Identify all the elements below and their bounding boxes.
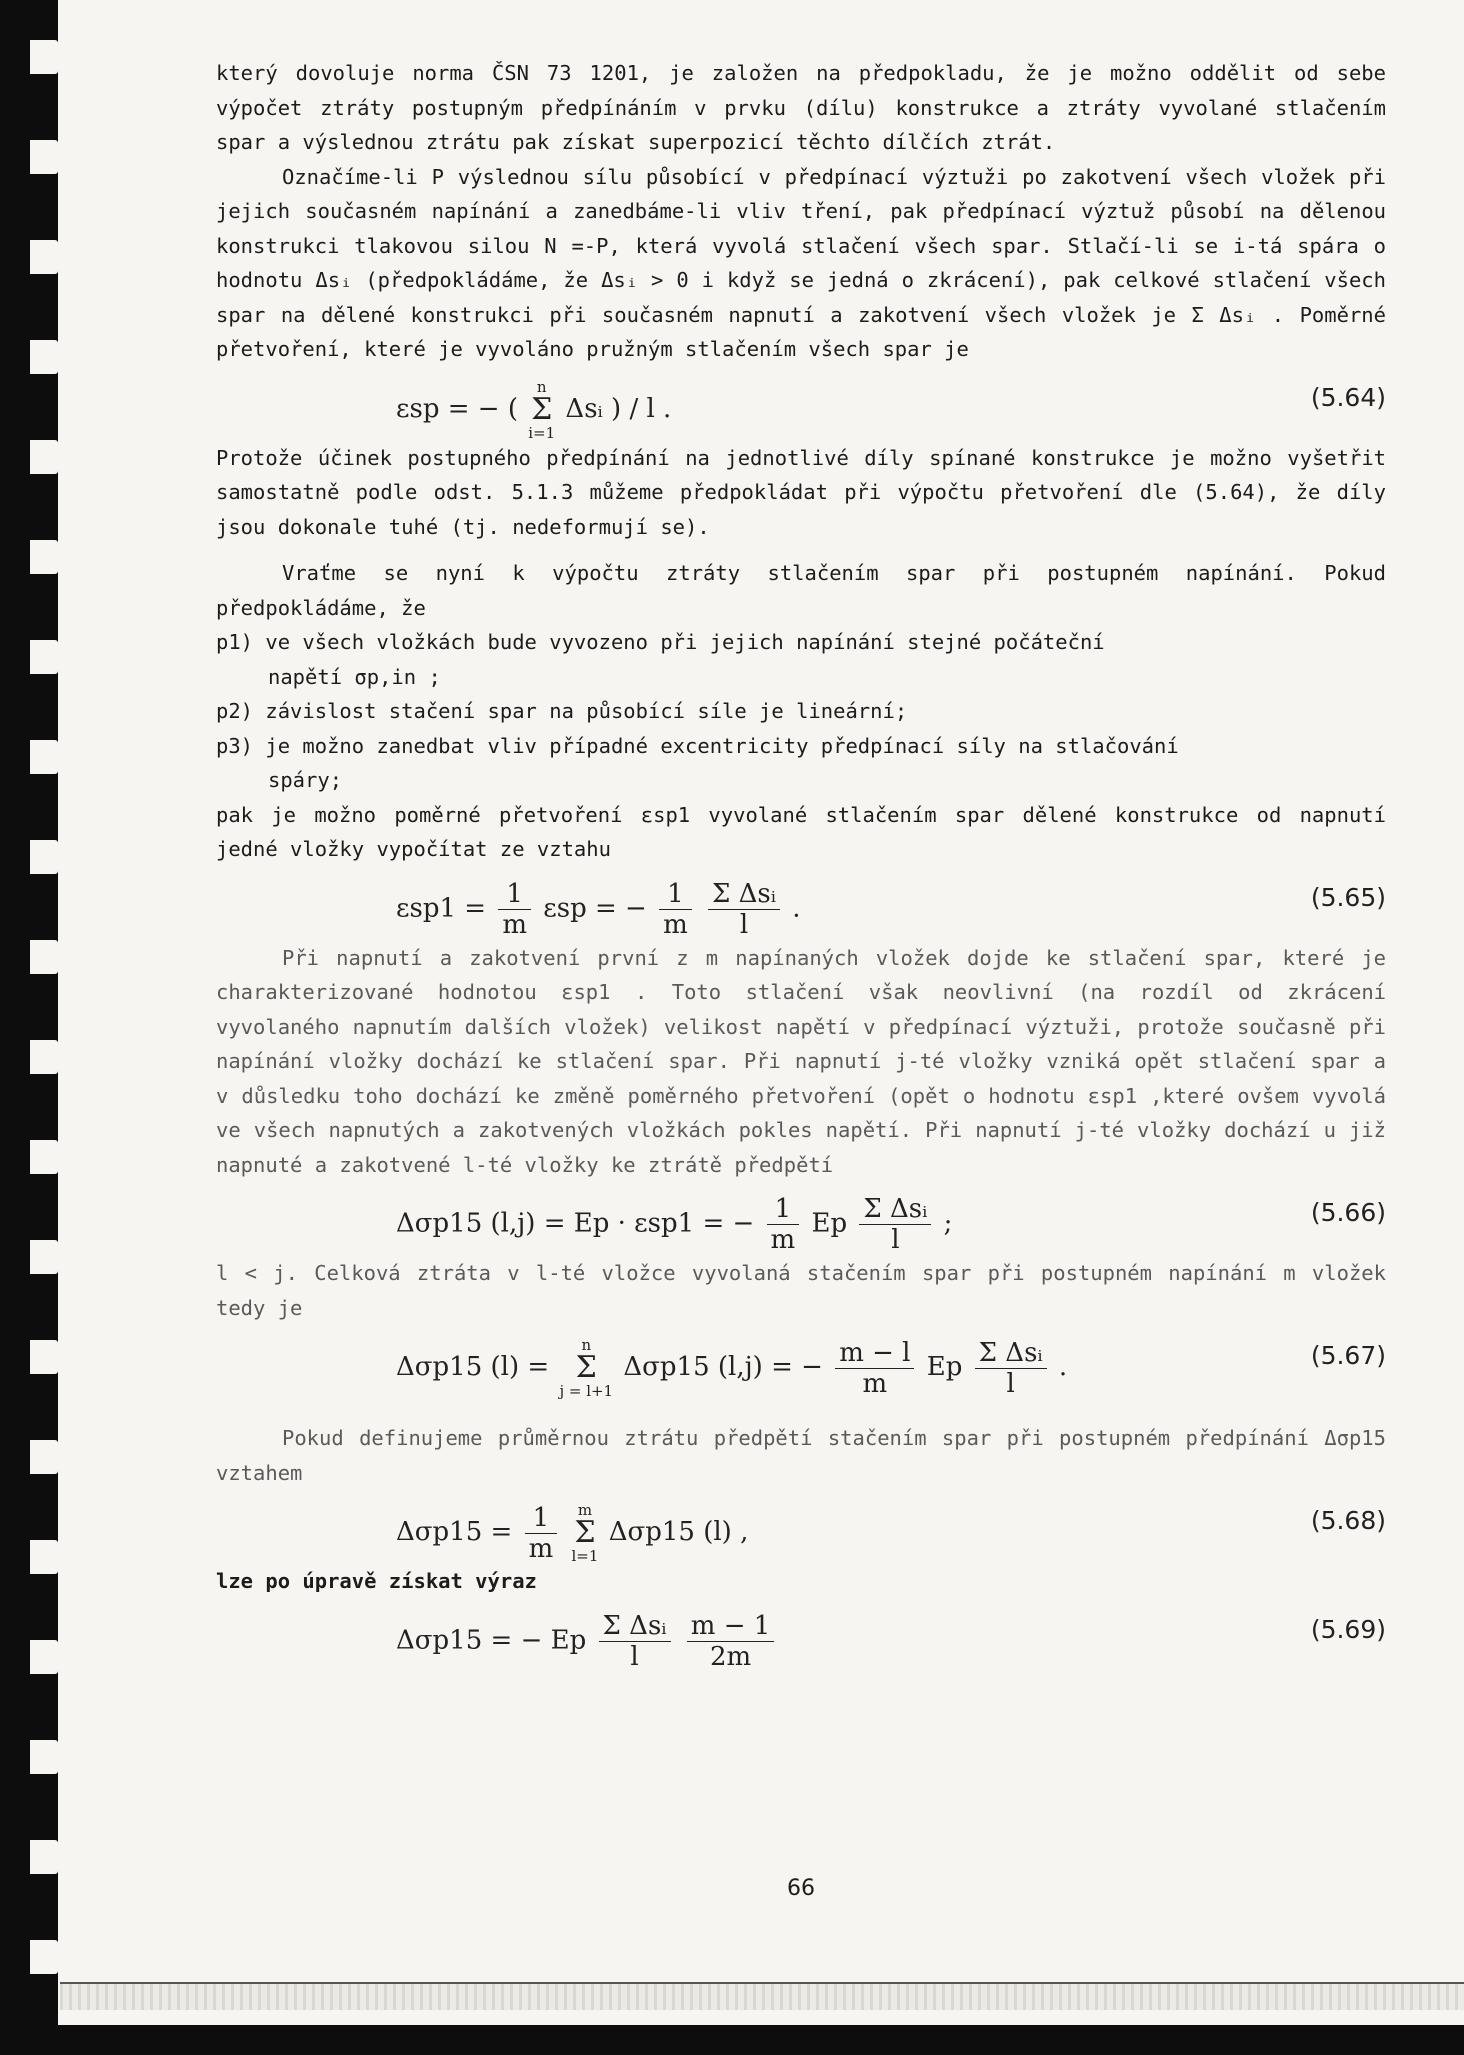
fraction: $\frac{1}{m}$: [767, 1194, 800, 1255]
binding-hole: [30, 1840, 58, 1874]
equation-number: (5.66): [1310, 1198, 1386, 1227]
eq-tail: ;: [943, 1208, 953, 1239]
item-label: p1): [216, 630, 254, 654]
fraction: $\frac{m - 1}{2m}$: [687, 1611, 775, 1672]
binding-hole: [30, 1140, 58, 1174]
sum-upper: n: [536, 377, 547, 396]
fraction: $\frac{\text{Σ Δsᵢ}}{l}$: [708, 879, 780, 940]
document-page: [216, 56, 1386, 1901]
list-item: [216, 729, 1386, 798]
fraction: $\frac{\text{Σ Δsᵢ}}{l}$: [859, 1194, 931, 1255]
eq-lhs: Δσp15 (l,j) = Ep · εsp1 = −: [396, 1208, 755, 1239]
binding-hole: [30, 340, 58, 374]
fraction: $\frac{m - l}{m}$: [835, 1338, 914, 1399]
paragraph: lze po úpravě získat výraz: [216, 1569, 537, 1593]
summation: n Σ j = l+1: [559, 1336, 614, 1400]
binding-hole: [30, 540, 58, 574]
sum-lower: i=1: [528, 423, 556, 442]
paragraph: který dovoluje norma ČSN 73 1201, je založen na předpokladu, že je možno oddělit od sebe výpočet ztráty postupným předpínáním v prvku (dílu) konstrukce a ztráty vyvolané stlačením spar a výslednou ztrátu pak získat superpozicí těchto dílčích ztrát.: [216, 61, 1386, 154]
binding-hole: [30, 1440, 58, 1474]
equation-number: (5.65): [1310, 882, 1386, 912]
eq-mid: Ep: [811, 1208, 848, 1239]
binding-hole: [30, 1740, 58, 1774]
paragraph: pak je možno poměrné přetvoření εsp1 vyvolané stlačením spar dělené konstrukce od napnutí jedné vložky vypočítat ze vztahu: [216, 802, 1386, 861]
item-label: p2): [216, 699, 254, 723]
item-continuation: spáry;: [268, 768, 343, 792]
item-text: je možno zanedbat vliv případné excentricity předpínací síly na stlačování: [265, 733, 1179, 758]
eq-lhs: εsp1 =: [396, 893, 487, 923]
eq-tail: Δσp15 (l) ,: [608, 1517, 749, 1547]
item-continuation: napětí σp,in ;: [268, 664, 441, 689]
binding-hole: [30, 1640, 58, 1674]
sum-upper: n: [581, 1336, 592, 1354]
summation: n Σ i=1: [528, 377, 556, 442]
paragraph: Vraťme se nyní k výpočtu ztráty stlačením spar při postupném napínání. Pokud předpokládáme, že: [216, 561, 1386, 620]
eq-lhs: εsp = − (: [396, 393, 518, 424]
equation-number: (5.64): [1310, 382, 1386, 412]
sum-lower: j = l+1: [559, 1382, 614, 1400]
paragraph: Protože účinek postupného předpínání na jednotlivé díly spínané konstrukce je možno vyšetřit samostatně podle odst. 5.1.3 můžeme předpokládat při výpočtu přetvoření dle (5.64), že díly jsou dokonale tuhé (tj. nedeformují se).: [216, 445, 1386, 539]
sum-upper: m: [577, 1501, 593, 1519]
fraction: $\frac{\text{Σ Δsᵢ}}{l}$: [599, 1611, 671, 1672]
fraction: $\frac{1}{m}$: [525, 1503, 558, 1564]
equation-5-69: [216, 1599, 1386, 1683]
eq-mid: εsp = −: [543, 893, 647, 923]
item-label: p3): [216, 733, 254, 758]
binding-hole: [30, 640, 58, 674]
eq-tail: .: [792, 893, 801, 923]
binding-hole: [30, 940, 58, 974]
list-item: [216, 694, 1386, 729]
binding-hole: [30, 440, 58, 474]
fraction: $\frac{1}{m}$: [659, 879, 692, 940]
binding-strip: [0, 0, 58, 2055]
equation-number: (5.67): [1310, 1341, 1386, 1370]
equation-5-67: [216, 1325, 1386, 1409]
equation-number: (5.69): [1310, 1614, 1386, 1644]
paragraph: Označíme-li P výslednou sílu působící v předpínací výztuži po zakotvení všech vložek při jejich současném napínání a zanedbáme-li vliv tření, pak předpínací výztuž působí na dělenou konstrukci tlakovou silou N =-P, která vyvolá stlačení všech spar. Stlačí-li se i-tá spára o hodnotu Δsᵢ (předpokládáme, že Δsᵢ > 0 i když se jedná o zkrácení), pak celkové stlačení všech spar na dělené konstrukci při současném napnutí a zakotvení všech vložek je Σ Δsᵢ . Poměrné přetvoření, které je vyvoláno pružným stlačením všech spar je: [216, 164, 1386, 361]
list-item: [216, 625, 1386, 694]
equation-5-66: [216, 1182, 1386, 1256]
paragraph: Pokud definujeme průměrnou ztrátu předpětí stačením spar při postupném předpínání Δσp15 vztahem: [216, 1426, 1386, 1485]
binding-hole: [30, 1340, 58, 1374]
equation-5-65: [216, 867, 1386, 941]
equation-number: (5.68): [1310, 1506, 1386, 1535]
equation-5-64: [216, 367, 1386, 441]
bottom-scan-band: [60, 1984, 1464, 2010]
binding-hole: [30, 840, 58, 874]
eq-body: Δsᵢ ) / l .: [565, 393, 672, 424]
binding-hole: [30, 1940, 58, 1974]
binding-hole: [30, 1240, 58, 1274]
binding-hole: [30, 740, 58, 774]
paragraph: Při napnutí a zakotvení první z m napínaných vložek dojde ke stlačení spar, které je charakterizované hodnotou εsp1 . Toto stlačení však neovlivní (na rozdíl od zkrácení vyvolaného napnutím dalších vložek) velikost napětí v předpínací výztuži, protože současně při napínání vložky dochází ke stlačení spar. Při napnutí j-té vložky vzniká opět stlačení spar a v důsledku toho dochází ke změně poměrného přetvoření (opět o hodnotu εsp1 ,které ovšem vyvolá ve všech napnutých a zakotvených vložkách pokles napětí. Při napnutí j-té vložky dochází u již napnuté a zakotvené l-té vložky ke ztrátě předpětí: [216, 945, 1386, 1177]
paragraph: l < j. Celková ztráta v l-té vložce vyvolaná stačením spar při postupném napínání m vložek tedy je: [216, 1261, 1386, 1320]
summation: m Σ l=1: [571, 1501, 599, 1565]
eq-mid: Δσp15 (l,j) = −: [623, 1352, 823, 1382]
binding-hole: [30, 140, 58, 174]
fraction: $\frac{1}{m}$: [498, 879, 531, 940]
equation-5-68: [216, 1490, 1386, 1564]
bottom-scan-edge: [0, 2025, 1464, 2055]
binding-hole: [30, 240, 58, 274]
binding-hole: [30, 1540, 58, 1574]
eq-tail: .: [1058, 1352, 1068, 1382]
item-text: ve všech vložkách bude vyvozeno při jejich napínání stejné počáteční: [265, 630, 1105, 654]
eq-lhs: Δσp15 (l) =: [396, 1352, 550, 1382]
eq-lhs: Δσp15 =: [396, 1517, 513, 1547]
eq-lhs: Δσp15 = − Ep: [396, 1625, 587, 1655]
sum-lower: l=1: [571, 1547, 599, 1565]
eq-mid: Ep: [926, 1352, 963, 1382]
binding-hole: [30, 1040, 58, 1074]
binding-hole: [30, 40, 58, 74]
fraction: $\frac{\text{Σ Δsᵢ}}{l}$: [975, 1338, 1047, 1399]
item-text: závislost stačení spar na působící síle je lineární;: [265, 699, 908, 723]
page-number: 66: [787, 1876, 815, 1901]
